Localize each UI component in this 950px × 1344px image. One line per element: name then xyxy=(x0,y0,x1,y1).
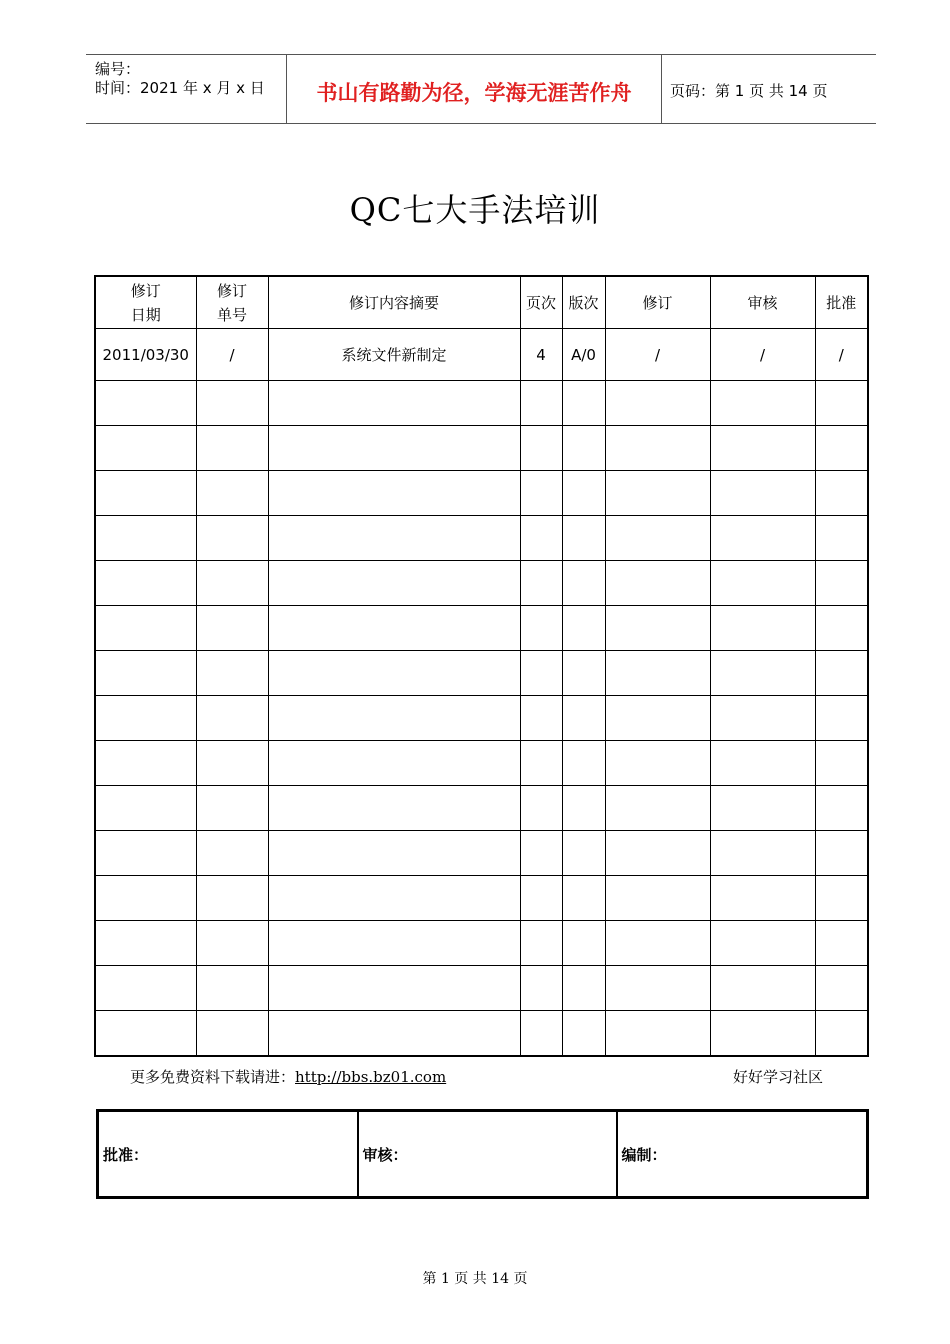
table-cell xyxy=(196,426,268,471)
table-cell xyxy=(815,1011,868,1057)
table-cell xyxy=(95,651,196,696)
table-cell xyxy=(268,651,520,696)
table-cell xyxy=(605,921,710,966)
table-row xyxy=(95,786,868,831)
table-cell xyxy=(815,471,868,516)
header-info-cell xyxy=(86,55,286,123)
table-cell xyxy=(268,876,520,921)
table-cell xyxy=(268,741,520,786)
header-slogan-cell xyxy=(286,55,662,123)
table-row xyxy=(95,381,868,426)
table-cell xyxy=(196,831,268,876)
doc-time-label: 时间：2021 年 x 月 x 日 xyxy=(95,79,265,97)
table-cell xyxy=(268,966,520,1011)
table-cell xyxy=(196,471,268,516)
table-cell xyxy=(605,426,710,471)
cell-date xyxy=(95,329,196,381)
table-row xyxy=(95,606,868,651)
table-cell xyxy=(562,381,605,426)
table-cell xyxy=(268,516,520,561)
table-cell xyxy=(196,516,268,561)
table-row xyxy=(95,561,868,606)
blank-rows xyxy=(95,381,868,1057)
table-cell xyxy=(562,876,605,921)
footnote-right: 好好学习社区 xyxy=(733,1068,824,1086)
signature-approve: 批准： xyxy=(98,1111,358,1198)
table-cell xyxy=(562,786,605,831)
table-cell xyxy=(710,606,815,651)
table-cell xyxy=(520,381,562,426)
table-cell xyxy=(605,651,710,696)
cell-review: / xyxy=(710,329,815,381)
table-cell xyxy=(95,1011,196,1057)
table-cell xyxy=(562,561,605,606)
table-cell xyxy=(196,876,268,921)
table-cell xyxy=(710,381,815,426)
header-slogan: 书山有路勤为径，学海无涯苦作舟 xyxy=(316,81,632,105)
table-cell xyxy=(95,966,196,1011)
table-cell xyxy=(562,606,605,651)
header-revise-date-line2: 日期 xyxy=(130,305,161,324)
table-cell xyxy=(520,696,562,741)
table-cell xyxy=(605,696,710,741)
revision-table xyxy=(94,275,869,1057)
table-cell xyxy=(562,921,605,966)
table-cell xyxy=(710,831,815,876)
table-row xyxy=(95,651,868,696)
table-cell xyxy=(710,741,815,786)
table-cell xyxy=(562,831,605,876)
table-cell xyxy=(196,1011,268,1057)
table-row xyxy=(95,966,868,1011)
cell-revise: / xyxy=(605,329,710,381)
table-cell xyxy=(605,1011,710,1057)
table-cell xyxy=(95,831,196,876)
table-cell xyxy=(815,381,868,426)
table-cell xyxy=(815,426,868,471)
table-cell xyxy=(815,966,868,1011)
table-cell xyxy=(520,1011,562,1057)
table-cell xyxy=(95,696,196,741)
table-cell xyxy=(815,651,868,696)
table-cell xyxy=(815,696,868,741)
table-row xyxy=(95,1011,868,1057)
table-cell xyxy=(562,516,605,561)
table-cell xyxy=(196,381,268,426)
table-cell xyxy=(196,651,268,696)
table-cell xyxy=(95,516,196,561)
table-cell xyxy=(520,786,562,831)
table-cell xyxy=(268,561,520,606)
table-row xyxy=(95,329,868,381)
table-cell xyxy=(815,561,868,606)
table-cell xyxy=(710,921,815,966)
table-cell xyxy=(95,786,196,831)
table-cell xyxy=(520,471,562,516)
table-row xyxy=(95,921,868,966)
table-cell xyxy=(95,471,196,516)
table-cell xyxy=(605,516,710,561)
table-cell xyxy=(520,606,562,651)
table-row xyxy=(95,471,868,516)
table-cell xyxy=(710,966,815,1011)
table-cell xyxy=(268,606,520,651)
table-cell xyxy=(605,471,710,516)
table-cell xyxy=(95,561,196,606)
table-cell xyxy=(520,651,562,696)
table-cell xyxy=(196,921,268,966)
header-summary: 修订内容摘要 xyxy=(268,276,520,329)
header-page-cell xyxy=(661,55,876,123)
table-cell xyxy=(605,876,710,921)
table-cell xyxy=(605,786,710,831)
table-cell xyxy=(268,921,520,966)
table-cell xyxy=(520,516,562,561)
table-cell xyxy=(815,606,868,651)
footnote-prefix: 更多免费资料下载请进： xyxy=(130,1068,296,1086)
table-cell xyxy=(95,606,196,651)
table-cell xyxy=(520,426,562,471)
table-cell xyxy=(196,966,268,1011)
header-revise-order xyxy=(196,276,268,329)
table-cell xyxy=(520,921,562,966)
table-cell xyxy=(520,876,562,921)
signature-table xyxy=(96,1109,869,1199)
table-cell xyxy=(520,741,562,786)
table-cell xyxy=(710,696,815,741)
table-cell xyxy=(815,786,868,831)
table-cell xyxy=(520,831,562,876)
table-row xyxy=(95,876,868,921)
table-cell xyxy=(562,966,605,1011)
table-cell xyxy=(815,516,868,561)
cell-approve: / xyxy=(815,329,868,381)
table-cell xyxy=(196,606,268,651)
table-row xyxy=(95,831,868,876)
table-cell xyxy=(562,741,605,786)
table-cell xyxy=(95,876,196,921)
table-cell xyxy=(562,651,605,696)
table-cell xyxy=(196,741,268,786)
doc-number-label: 编号： xyxy=(95,60,141,78)
table-cell xyxy=(710,876,815,921)
cell-summary: 系统文件新制定 xyxy=(268,329,520,381)
document-header xyxy=(86,54,876,124)
table-cell xyxy=(710,651,815,696)
header-revise: 修订 xyxy=(605,276,710,329)
table-cell xyxy=(95,741,196,786)
header-revise-order-line2: 单号 xyxy=(216,305,247,324)
table-cell xyxy=(196,786,268,831)
table-cell xyxy=(268,426,520,471)
signature-review: 审核： xyxy=(358,1111,617,1198)
revision-table-header xyxy=(95,276,868,329)
table-row xyxy=(95,741,868,786)
table-cell xyxy=(268,786,520,831)
table-cell xyxy=(710,471,815,516)
document-title: QC七大手法培训 xyxy=(349,191,601,229)
table-cell xyxy=(562,471,605,516)
table-cell xyxy=(562,426,605,471)
table-cell xyxy=(605,606,710,651)
table-cell xyxy=(710,786,815,831)
table-cell xyxy=(268,471,520,516)
table-cell xyxy=(605,831,710,876)
table-cell xyxy=(605,741,710,786)
table-row xyxy=(95,516,868,561)
signature-prepare: 编制： xyxy=(617,1111,868,1198)
table-cell xyxy=(605,966,710,1011)
table-row xyxy=(95,426,868,471)
table-cell xyxy=(815,876,868,921)
cell-order: / xyxy=(196,329,268,381)
header-approve: 批准 xyxy=(815,276,868,329)
table-cell xyxy=(95,426,196,471)
table-cell xyxy=(520,966,562,1011)
cell-date-text: 2011/03/30 xyxy=(102,345,189,364)
table-cell xyxy=(562,1011,605,1057)
table-cell xyxy=(268,1011,520,1057)
table-cell xyxy=(196,696,268,741)
table-cell xyxy=(268,696,520,741)
footnote-left xyxy=(130,1066,446,1087)
table-cell xyxy=(268,381,520,426)
table-cell xyxy=(710,516,815,561)
table-cell xyxy=(710,561,815,606)
table-cell xyxy=(268,831,520,876)
header-review: 审核 xyxy=(710,276,815,329)
header-version: 版次 xyxy=(562,276,605,329)
header-page-info: 页码：第 1 页 共 14 页 xyxy=(670,82,828,100)
header-revise-date-line1: 修订 xyxy=(130,281,161,300)
table-cell xyxy=(710,426,815,471)
table-cell xyxy=(95,921,196,966)
table-row xyxy=(95,696,868,741)
cell-pages: 4 xyxy=(520,329,562,381)
table-cell xyxy=(815,831,868,876)
table-cell xyxy=(520,561,562,606)
table-cell xyxy=(562,696,605,741)
footnote-url-link[interactable]: http://bbs.bz01.com xyxy=(295,1068,447,1086)
table-cell xyxy=(815,921,868,966)
table-cell xyxy=(605,561,710,606)
header-revise-order-line1: 修订 xyxy=(216,281,247,300)
cell-version: A/0 xyxy=(562,329,605,381)
table-cell xyxy=(95,381,196,426)
table-cell xyxy=(605,381,710,426)
header-pages: 页次 xyxy=(520,276,562,329)
header-revise-date xyxy=(95,276,196,329)
table-cell xyxy=(196,561,268,606)
page-footer: 第 1 页 共 14 页 xyxy=(422,1271,528,1287)
table-cell xyxy=(710,1011,815,1057)
table-cell xyxy=(815,741,868,786)
